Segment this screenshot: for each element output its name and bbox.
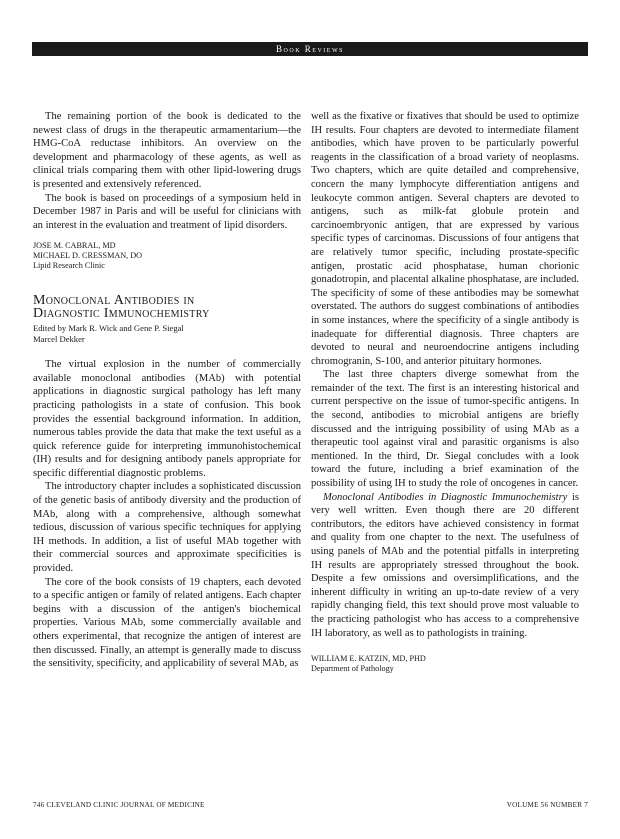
reviewer-name: WILLIAM E. KATZIN, MD, PHD: [311, 654, 426, 664]
paragraph: The last three chapters diverge somewhat from the remainder of the text. The first is an interesting historical and current perspective on the issue of tumor-specific antigens. In the second, antibodies to microbial antigens are briefly discussed and the intriguing possibility of using MAb as a therapeutic tool against viral and parasitic organisms is also mentioned. In the third, Dr. Siegal concludes with a look toward the future, including a brief examination of the possibility of using IH to study the role of oncogenes in cancer.: [311, 369, 579, 490]
paragraph: well as the fixative or fixatives that should be used to optimize IH results. Four chapters are devoted to intermediate filament antibodies, which have proven to be particularly powerful reagents in the classification of a broad variety of neoplasms. Two chapters, which are quite detailed and comprehensive, concern the many lymphocyte differentiation antigens and leukocyte common antigen. Several chapters are devoted to antigens, such as milk-fat globule protein and carcinoembryonic antigen, that are expressed by various specific types of carcinomas. Discussions of four antigens that are relatively tumor specific, including prostate-specific antigen, prostatic acid phosphatase, human chorionic gonadotropin, and placental alkaline phosphatase, are included. The specificity of some of these antibodies may be somewhat overstated. The authors do suggest combinations of antibodies in some instances, where the specificity of a single antibody is inadequate for differential diagnosis. Three chapters are devoted to neural and neuroendocrine antigens including chromogranin, S-100, and anterior pituitary hormones.: [311, 111, 579, 367]
reviewer-affiliation: Lipid Research Clinic: [33, 260, 105, 270]
book-title-line: Monoclonal Antibodies in: [33, 293, 195, 309]
book-editors: Edited by Mark R. Wick and Gene P. Siegal: [33, 323, 184, 334]
paragraph: The virtual explosion in the number of commercially available monoclonal antibodies (MAb) with potential applications in diagnostic surgical pathology has left many practicing pathologists in a state of confusion. This book provides the essential background information. In addition, numerous tables provide the data that make the text useful as a quick reference guide for interpreting immunohistochemical (IH) results and for designing antibody panels appropriate for specific differential diagnostic problems.: [33, 359, 301, 479]
paragraph: The remaining portion of the book is dedicated to the newest class of drugs in the therapeutic armamentarium—the HMG-CoA reductase inhibitors. An overview on the development and pharmacology of these agents, as well as clinical trials comparing them with other lipid-lowering drugs is presented and extensively referenced.: [33, 111, 301, 190]
reviewer-affiliation: Department of Pathology: [311, 663, 394, 673]
book-meta: [33, 323, 301, 345]
book-title: [33, 294, 301, 320]
book-title-line: Diagnostic Immunochemistry: [33, 306, 210, 322]
section-title: Book Reviews: [276, 44, 344, 54]
book-publisher: Marcel Dekker: [33, 334, 85, 345]
paragraph: The core of the book consists of 19 chapters, each devoted to a specific antigen or family of related antigens. Each chapter begins with a discussion of the antigen's biochemical properties. Various MAb, some commercially available and others experimental, that recognize the antigen of interest are then discussed. Finally, an attempt is generally made to discuss the sensitivity, specificity, and applicability of several MAb, as: [33, 576, 301, 670]
right-column: [311, 110, 579, 673]
left-column: [33, 110, 301, 671]
reviewer-name: MICHAEL D. CRESSMAN, DO: [33, 250, 143, 260]
reviewer-signature: [311, 654, 579, 673]
reviewer-name: JOSE M. CABRAL, MD: [33, 241, 116, 251]
paragraph-text: is very well written. Even though there are 20 different contributors, the editors have achieved consistency in format and quality from one chapter to the next. The usefulness of using panels of MAb and the potential pitfalls in interpreting IH results are appropriately stressed throughout the book. Despite a few omissions and oversimplifications, and the inherent difficulty in writing an up-to-date review of a very rapidly changing field, this text should prove most valuable to the practicing pathologist who has access to a comprehensive IH laboratory, as well as to pathologists in training.: [311, 491, 579, 639]
paragraph: The book is based on proceedings of a symposium held in December 1987 in Paris and will be useful for clinicians with an interest in the evaluation and treatment of lipid disorders.: [33, 192, 301, 231]
paragraph: [311, 491, 579, 641]
footer-journal: 746 CLEVELAND CLINIC JOURNAL OF MEDICINE: [33, 801, 205, 809]
book-title-italic: Monoclonal Antibodies in Diagnostic Immunochemistry: [323, 491, 568, 503]
section-header-bar: [32, 42, 588, 56]
footer-volume: VOLUME 56 NUMBER 7: [506, 801, 588, 809]
reviewer-signature: [33, 241, 301, 270]
paragraph: The introductory chapter includes a sophisticated discussion of the genetic basis of antibody diversity and the production of MAb, along with a comprehensive, although somewhat tedious, discussion of various specific techniques for applying IH methods. In addition, a list of useful MAb together with their commercial sources and approximate specificities is provided.: [33, 481, 301, 575]
